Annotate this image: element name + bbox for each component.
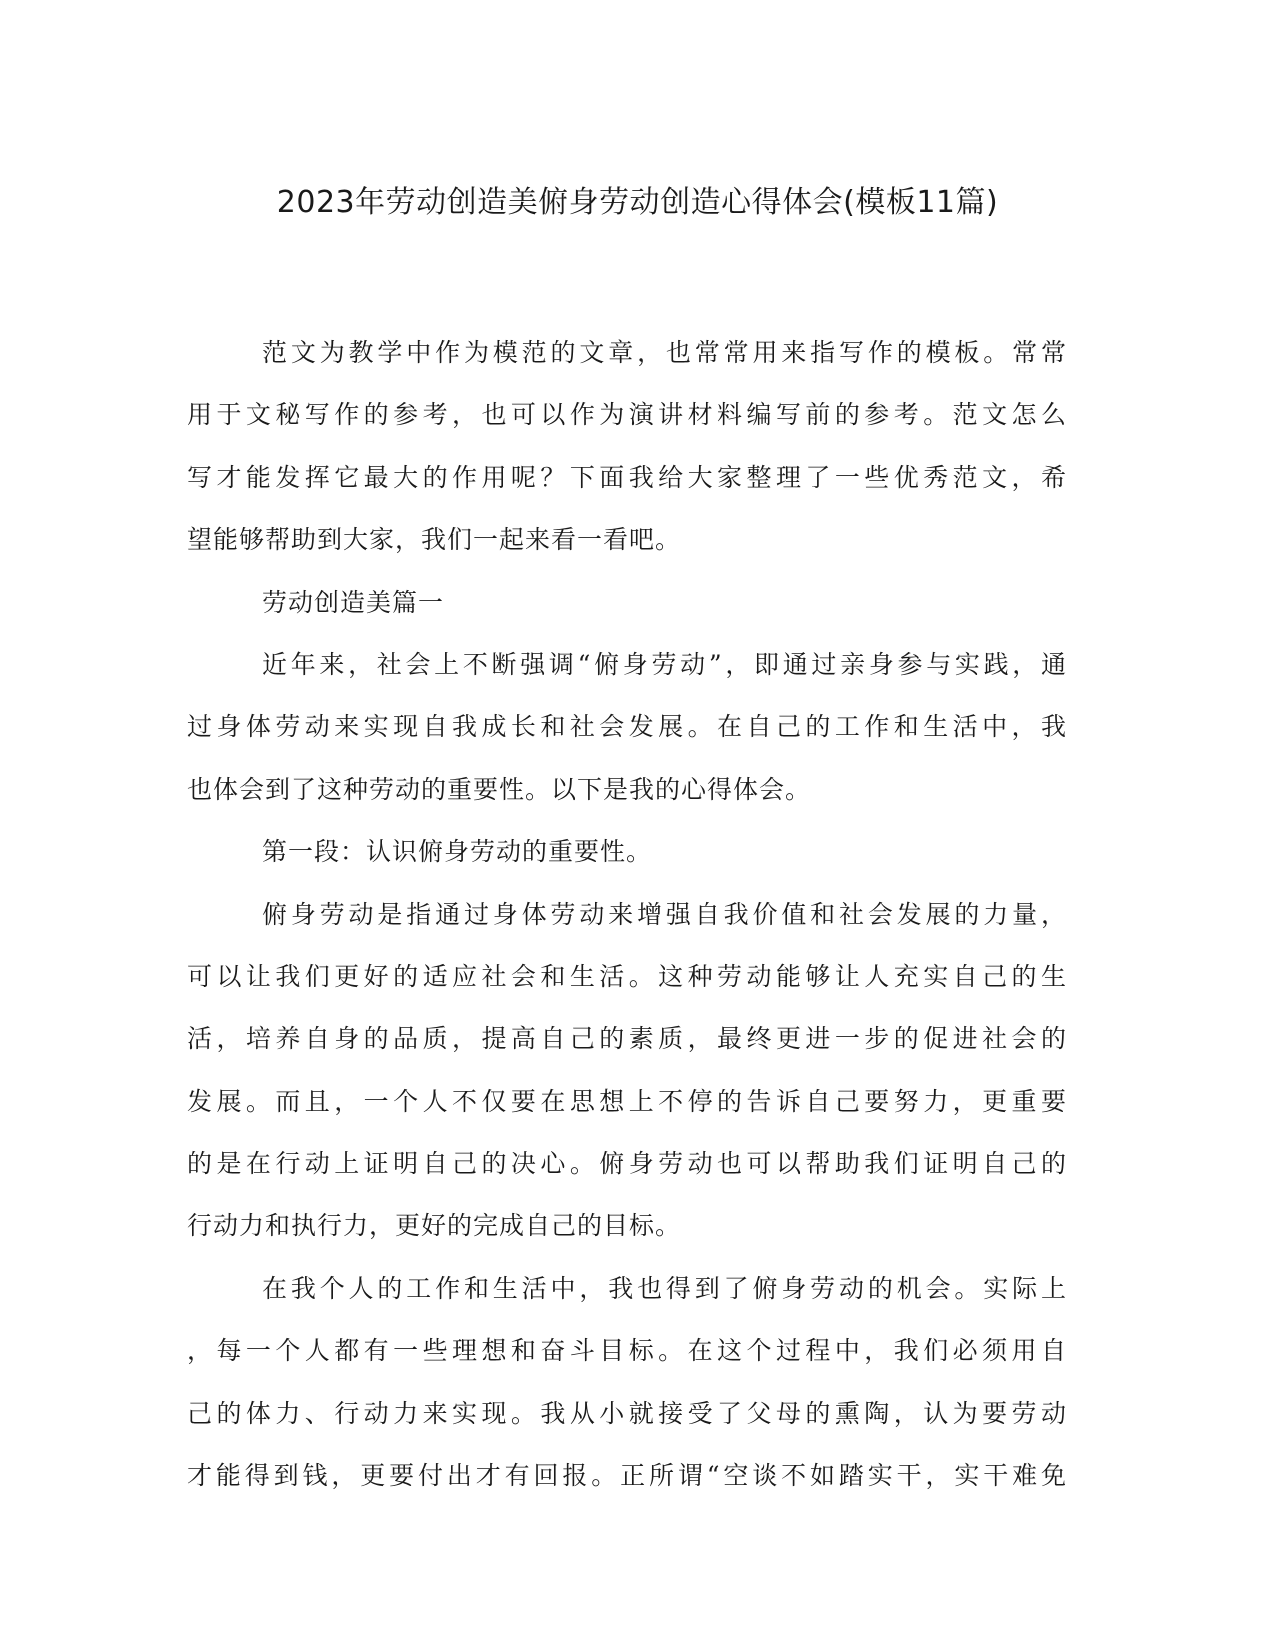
body-text-line: 俯身劳动是指通过身体劳动来增强自我价值和社会发展的力量， [262, 899, 1067, 929]
body-text-line: 也体会到了这种劳动的重要性。以下是我的心得体会。 [187, 774, 812, 804]
document-title: 2023年劳动创造美俯身劳动创造心得体会(模板11篇) [276, 185, 999, 220]
body-text-line: 第一段：认识俯身劳动的重要性。 [262, 837, 653, 867]
body-text-line: 才能得到钱，更要付出才有回报。正所谓“空谈不如踏实干，实干难免 [187, 1461, 1067, 1491]
body-text-line: ，每一个人都有一些理想和奋斗目标。在这个过程中，我们必须用自 [187, 1336, 1067, 1366]
body-text-line: 在我个人的工作和生活中，我也得到了俯身劳动的机会。实际上 [262, 1273, 1067, 1303]
body-text-line: 用于文秘写作的参考，也可以作为演讲材料编写前的参考。范文怎么 [187, 400, 1067, 430]
body-text-line: 过身体劳动来实现自我成长和社会发展。在自己的工作和生活中，我 [187, 712, 1067, 742]
body-text-line: 的是在行动上证明自己的决心。俯身劳动也可以帮助我们证明自己的 [187, 1149, 1067, 1179]
body-text-line: 发展。而且，一个人不仅要在思想上不停的告诉自己要努力，更重要 [187, 1086, 1067, 1116]
body-text-line: 可以让我们更好的适应社会和生活。这种劳动能够让人充实自己的生 [187, 961, 1067, 991]
body-text-line: 近年来，社会上不断强调“俯身劳动”，即通过亲身参与实践，通 [262, 649, 1067, 679]
body-text-line: 行动力和执行力，更好的完成自己的目标。 [187, 1211, 682, 1241]
body-text-line: 范文为教学中作为模范的文章，也常常用来指写作的模板。常常 [262, 338, 1067, 367]
document-body [187, 322, 1067, 1507]
body-text-line: 劳动创造美篇一 [262, 587, 445, 617]
body-text-line: 活，培养自身的品质，提高自己的素质，最终更进一步的促进社会的 [187, 1024, 1067, 1054]
body-text-line: 望能够帮助到大家，我们一起来看一看吧。 [187, 525, 682, 555]
body-text-line: 写才能发挥它最大的作用呢？下面我给大家整理了一些优秀范文，希 [187, 462, 1067, 492]
body-text-line: 己的体力、行动力来实现。我从小就接受了父母的熏陶，认为要劳动 [187, 1398, 1067, 1428]
